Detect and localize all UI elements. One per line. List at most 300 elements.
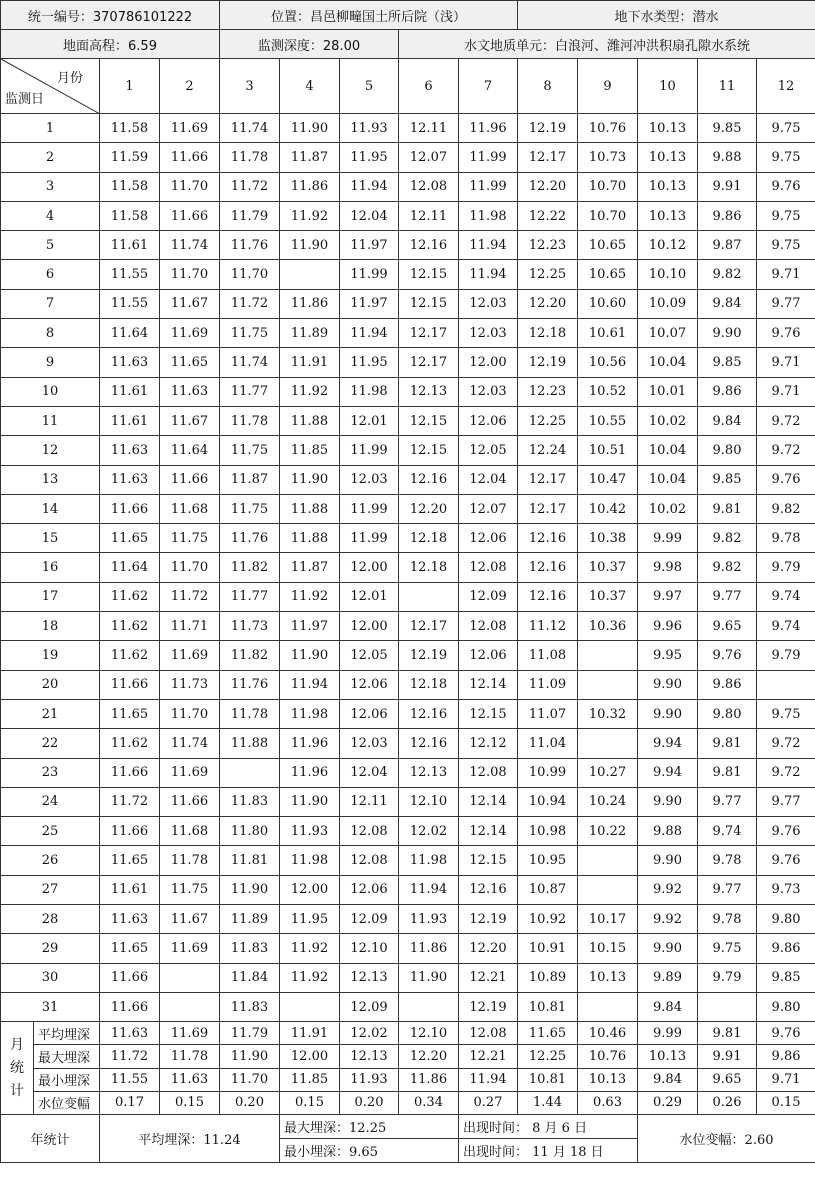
depth-cell: 10.36 bbox=[578, 612, 638, 641]
depth-cell: 11.98 bbox=[280, 699, 340, 728]
depth-cell: 10.42 bbox=[578, 494, 638, 523]
depth-cell: 9.77 bbox=[698, 875, 757, 904]
depth-cell: 11.61 bbox=[100, 231, 160, 260]
depth-cell: 12.14 bbox=[459, 787, 518, 816]
depth-cell: 11.89 bbox=[220, 905, 280, 934]
depth-cell: 12.20 bbox=[518, 172, 578, 201]
depth-cell: 12.07 bbox=[459, 494, 518, 523]
depth-cell: 12.00 bbox=[340, 612, 399, 641]
depth-cell: 12.09 bbox=[340, 905, 399, 934]
depth-cell: 12.15 bbox=[459, 699, 518, 728]
depth-cell: 12.04 bbox=[340, 758, 399, 787]
ground-elevation: 地面高程：6.59 bbox=[1, 30, 220, 59]
depth-cell: 12.08 bbox=[459, 553, 518, 582]
depth-cell: 9.71 bbox=[757, 260, 815, 289]
depth-cell: 11.04 bbox=[518, 729, 578, 758]
month-header: 2 bbox=[160, 59, 220, 114]
depth-cell: 11.90 bbox=[280, 114, 340, 143]
depth-cell: 10.87 bbox=[518, 875, 578, 904]
depth-cell: 9.90 bbox=[638, 699, 698, 728]
depth-cell: 11.68 bbox=[160, 817, 220, 846]
depth-cell: 11.76 bbox=[220, 670, 280, 699]
stat-value: 0.17 bbox=[100, 1091, 160, 1114]
stat-value: 12.13 bbox=[340, 1045, 399, 1068]
day-cell: 3 bbox=[1, 172, 100, 201]
depth-cell: 12.19 bbox=[399, 641, 459, 670]
depth-cell: 9.76 bbox=[757, 465, 815, 494]
depth-cell: 12.01 bbox=[340, 406, 399, 435]
depth-cell: 11.87 bbox=[280, 553, 340, 582]
depth-cell: 9.74 bbox=[757, 582, 815, 611]
depth-cell: 9.76 bbox=[757, 172, 815, 201]
depth-cell: 11.78 bbox=[220, 406, 280, 435]
depth-cell: 12.21 bbox=[459, 963, 518, 992]
month-header-row bbox=[1, 59, 815, 114]
depth-cell: 11.66 bbox=[100, 817, 160, 846]
depth-cell: 11.99 bbox=[459, 172, 518, 201]
depth-cell: 11.84 bbox=[220, 963, 280, 992]
depth-cell: 11.66 bbox=[160, 201, 220, 230]
depth-cell: 11.90 bbox=[280, 465, 340, 494]
depth-cell: 12.06 bbox=[340, 670, 399, 699]
depth-cell: 9.77 bbox=[698, 787, 757, 816]
depth-cell bbox=[698, 992, 757, 1021]
depth-cell: 12.11 bbox=[340, 787, 399, 816]
table-row bbox=[1, 348, 815, 377]
depth-cell: 12.09 bbox=[459, 582, 518, 611]
day-cell: 28 bbox=[1, 905, 100, 934]
depth-cell: 12.05 bbox=[340, 641, 399, 670]
day-cell: 18 bbox=[1, 612, 100, 641]
depth-cell: 11.62 bbox=[100, 582, 160, 611]
depth-cell: 10.37 bbox=[578, 582, 638, 611]
depth-cell: 12.06 bbox=[340, 699, 399, 728]
depth-cell: 10.56 bbox=[578, 348, 638, 377]
stat-value: 12.02 bbox=[340, 1022, 399, 1045]
depth-cell: 11.94 bbox=[459, 260, 518, 289]
stat-name: 平均埋深 bbox=[34, 1022, 100, 1045]
groundwater-type: 地下水类型：潜水 bbox=[518, 1, 815, 30]
yearly-stat-label: 年统计 bbox=[1, 1114, 100, 1162]
depth-cell: 11.86 bbox=[399, 934, 459, 963]
depth-cell: 12.17 bbox=[399, 319, 459, 348]
depth-cell: 11.64 bbox=[100, 319, 160, 348]
depth-cell: 10.70 bbox=[578, 201, 638, 230]
depth-cell: 12.25 bbox=[518, 260, 578, 289]
depth-cell: 11.63 bbox=[160, 377, 220, 406]
depth-cell: 9.78 bbox=[757, 524, 815, 553]
depth-cell: 12.07 bbox=[399, 143, 459, 172]
depth-cell: 11.87 bbox=[280, 143, 340, 172]
depth-cell: 10.01 bbox=[638, 377, 698, 406]
depth-cell: 9.71 bbox=[757, 348, 815, 377]
depth-cell: 11.12 bbox=[518, 612, 578, 641]
depth-cell: 11.77 bbox=[220, 377, 280, 406]
depth-cell: 12.23 bbox=[518, 377, 578, 406]
depth-cell: 9.85 bbox=[698, 348, 757, 377]
depth-cell: 10.65 bbox=[578, 231, 638, 260]
depth-cell: 11.09 bbox=[518, 670, 578, 699]
depth-cell: 12.00 bbox=[280, 875, 340, 904]
depth-cell: 9.80 bbox=[698, 699, 757, 728]
depth-cell: 12.06 bbox=[340, 875, 399, 904]
depth-cell: 12.06 bbox=[459, 524, 518, 553]
depth-cell: 11.99 bbox=[340, 260, 399, 289]
depth-cell: 11.70 bbox=[160, 172, 220, 201]
day-cell: 10 bbox=[1, 377, 100, 406]
depth-cell: 11.55 bbox=[100, 289, 160, 318]
yearly-max-time: 出现时间： 8 月 6 日 bbox=[459, 1114, 638, 1138]
table-row bbox=[1, 377, 815, 406]
depth-cell: 9.73 bbox=[757, 875, 815, 904]
stat-value: 1.44 bbox=[518, 1091, 578, 1114]
stat-value: 0.15 bbox=[280, 1091, 340, 1114]
depth-cell: 12.15 bbox=[459, 846, 518, 875]
depth-cell: 9.80 bbox=[757, 992, 815, 1021]
depth-cell: 10.04 bbox=[638, 465, 698, 494]
depth-cell: 10.04 bbox=[638, 348, 698, 377]
depth-cell: 11.69 bbox=[160, 758, 220, 787]
depth-cell: 11.87 bbox=[220, 465, 280, 494]
depth-cell: 9.78 bbox=[698, 846, 757, 875]
table-row bbox=[1, 641, 815, 670]
stat-value: 11.90 bbox=[220, 1045, 280, 1068]
depth-cell: 10.51 bbox=[578, 436, 638, 465]
depth-cell: 10.04 bbox=[638, 436, 698, 465]
depth-cell: 9.72 bbox=[757, 729, 815, 758]
depth-cell: 12.24 bbox=[518, 436, 578, 465]
depth-cell: 11.83 bbox=[220, 992, 280, 1021]
depth-cell: 11.72 bbox=[220, 172, 280, 201]
depth-cell: 12.16 bbox=[518, 524, 578, 553]
table-row bbox=[1, 963, 815, 992]
depth-cell: 9.81 bbox=[698, 729, 757, 758]
depth-cell: 11.77 bbox=[220, 582, 280, 611]
depth-cell: 9.99 bbox=[638, 524, 698, 553]
depth-cell: 11.66 bbox=[100, 963, 160, 992]
depth-cell: 11.76 bbox=[220, 524, 280, 553]
depth-cell: 11.74 bbox=[160, 729, 220, 758]
stat-value: 12.20 bbox=[399, 1045, 459, 1068]
depth-cell: 11.93 bbox=[399, 905, 459, 934]
depth-cell: 11.99 bbox=[459, 143, 518, 172]
depth-cell: 12.19 bbox=[518, 348, 578, 377]
depth-cell: 11.94 bbox=[280, 670, 340, 699]
depth-cell: 11.69 bbox=[160, 319, 220, 348]
depth-cell: 10.47 bbox=[578, 465, 638, 494]
station-code: 统一编号：370786101222 bbox=[1, 1, 220, 30]
day-cell: 25 bbox=[1, 817, 100, 846]
depth-cell: 11.58 bbox=[100, 114, 160, 143]
depth-cell: 12.06 bbox=[459, 641, 518, 670]
depth-cell: 11.66 bbox=[160, 143, 220, 172]
depth-cell: 9.84 bbox=[698, 289, 757, 318]
table-row bbox=[1, 817, 815, 846]
month-header: 4 bbox=[280, 59, 340, 114]
depth-cell: 12.18 bbox=[518, 319, 578, 348]
yearly-min-depth: 最小埋深：9.65 bbox=[280, 1138, 459, 1162]
depth-cell bbox=[220, 758, 280, 787]
depth-cell: 11.70 bbox=[160, 699, 220, 728]
stat-value: 12.21 bbox=[459, 1045, 518, 1068]
depth-cell: 11.79 bbox=[220, 201, 280, 230]
stat-value: 11.79 bbox=[220, 1022, 280, 1045]
depth-cell: 11.95 bbox=[280, 905, 340, 934]
month-header: 9 bbox=[578, 59, 638, 114]
stat-name: 水位变幅 bbox=[34, 1091, 100, 1114]
depth-cell: 11.89 bbox=[280, 319, 340, 348]
depth-cell: 9.77 bbox=[757, 289, 815, 318]
depth-cell: 12.04 bbox=[340, 201, 399, 230]
depth-cell: 9.85 bbox=[757, 963, 815, 992]
day-cell: 14 bbox=[1, 494, 100, 523]
day-cell: 27 bbox=[1, 875, 100, 904]
stat-value: 10.46 bbox=[578, 1022, 638, 1045]
depth-cell: 10.17 bbox=[578, 905, 638, 934]
depth-cell: 10.81 bbox=[518, 992, 578, 1021]
depth-cell bbox=[578, 641, 638, 670]
depth-cell bbox=[160, 992, 220, 1021]
day-cell: 20 bbox=[1, 670, 100, 699]
day-cell: 17 bbox=[1, 582, 100, 611]
depth-cell: 11.93 bbox=[340, 114, 399, 143]
depth-cell: 12.13 bbox=[399, 377, 459, 406]
day-cell: 12 bbox=[1, 436, 100, 465]
depth-cell: 11.78 bbox=[220, 699, 280, 728]
depth-cell: 9.94 bbox=[638, 729, 698, 758]
depth-cell: 9.76 bbox=[698, 641, 757, 670]
depth-cell: 9.72 bbox=[757, 406, 815, 435]
depth-cell: 12.03 bbox=[340, 729, 399, 758]
depth-cell: 9.85 bbox=[698, 114, 757, 143]
depth-cell: 11.70 bbox=[160, 260, 220, 289]
depth-cell: 11.59 bbox=[100, 143, 160, 172]
table-row bbox=[1, 114, 815, 143]
table-row bbox=[1, 231, 815, 260]
depth-cell: 11.64 bbox=[100, 553, 160, 582]
depth-cell: 12.18 bbox=[399, 524, 459, 553]
stat-value: 11.65 bbox=[518, 1022, 578, 1045]
depth-cell: 11.82 bbox=[220, 641, 280, 670]
table-row bbox=[1, 494, 815, 523]
depth-cell: 11.65 bbox=[100, 934, 160, 963]
depth-cell: 11.90 bbox=[399, 963, 459, 992]
stat-value: 0.63 bbox=[578, 1091, 638, 1114]
depth-cell: 11.68 bbox=[160, 494, 220, 523]
depth-cell: 10.61 bbox=[578, 319, 638, 348]
depth-cell: 12.19 bbox=[459, 992, 518, 1021]
depth-cell: 11.65 bbox=[100, 699, 160, 728]
depth-cell: 10.13 bbox=[638, 172, 698, 201]
day-cell: 19 bbox=[1, 641, 100, 670]
depth-cell: 11.88 bbox=[280, 524, 340, 553]
depth-cell: 12.17 bbox=[518, 465, 578, 494]
depth-cell: 10.27 bbox=[578, 758, 638, 787]
depth-cell: 9.97 bbox=[638, 582, 698, 611]
table-row bbox=[1, 612, 815, 641]
depth-cell: 12.08 bbox=[459, 612, 518, 641]
depth-cell: 9.80 bbox=[698, 436, 757, 465]
depth-cell: 12.13 bbox=[340, 963, 399, 992]
info-row-2 bbox=[1, 30, 815, 59]
depth-cell: 12.16 bbox=[399, 729, 459, 758]
depth-cell: 11.75 bbox=[220, 494, 280, 523]
day-cell: 5 bbox=[1, 231, 100, 260]
depth-cell: 11.86 bbox=[280, 289, 340, 318]
depth-cell: 11.92 bbox=[280, 377, 340, 406]
depth-cell: 11.75 bbox=[160, 875, 220, 904]
monthly-stat-label bbox=[1, 1022, 34, 1115]
depth-cell: 9.76 bbox=[757, 846, 815, 875]
depth-cell: 12.17 bbox=[518, 494, 578, 523]
depth-cell: 9.75 bbox=[757, 143, 815, 172]
depth-cell: 11.69 bbox=[160, 641, 220, 670]
depth-cell: 10.70 bbox=[578, 172, 638, 201]
table-row bbox=[1, 260, 815, 289]
stat-value: 12.10 bbox=[399, 1022, 459, 1045]
depth-cell: 10.60 bbox=[578, 289, 638, 318]
table-row bbox=[1, 524, 815, 553]
depth-cell: 11.67 bbox=[160, 905, 220, 934]
depth-cell: 11.66 bbox=[100, 992, 160, 1021]
depth-cell: 11.82 bbox=[220, 553, 280, 582]
depth-cell: 9.82 bbox=[698, 524, 757, 553]
yearly-min-time: 出现时间： 11 月 18 日 bbox=[459, 1138, 638, 1162]
depth-cell: 11.90 bbox=[280, 641, 340, 670]
monthly-stat-label-text: 月统计 bbox=[10, 1036, 24, 1099]
depth-cell: 12.01 bbox=[340, 582, 399, 611]
depth-cell bbox=[578, 846, 638, 875]
depth-cell: 12.22 bbox=[518, 201, 578, 230]
depth-cell: 12.20 bbox=[518, 289, 578, 318]
depth-cell: 10.10 bbox=[638, 260, 698, 289]
depth-cell: 11.65 bbox=[160, 348, 220, 377]
depth-cell: 12.25 bbox=[518, 406, 578, 435]
depth-cell: 12.10 bbox=[340, 934, 399, 963]
stat-value: 10.81 bbox=[518, 1068, 578, 1091]
depth-cell: 11.96 bbox=[280, 758, 340, 787]
depth-cell: 12.08 bbox=[340, 817, 399, 846]
depth-cell: 9.98 bbox=[638, 553, 698, 582]
depth-cell: 12.11 bbox=[399, 201, 459, 230]
depth-cell: 12.15 bbox=[399, 260, 459, 289]
table-row bbox=[1, 787, 815, 816]
depth-cell: 11.63 bbox=[100, 436, 160, 465]
month-header: 6 bbox=[399, 59, 459, 114]
depth-cell: 12.10 bbox=[399, 787, 459, 816]
depth-cell: 10.76 bbox=[578, 114, 638, 143]
depth-cell: 10.95 bbox=[518, 846, 578, 875]
table-row bbox=[1, 875, 815, 904]
depth-cell: 9.84 bbox=[698, 406, 757, 435]
depth-cell: 10.52 bbox=[578, 377, 638, 406]
yearly-max-depth: 最大埋深：12.25 bbox=[280, 1114, 459, 1138]
depth-cell: 10.55 bbox=[578, 406, 638, 435]
depth-cell: 12.18 bbox=[399, 670, 459, 699]
day-cell: 22 bbox=[1, 729, 100, 758]
table-row bbox=[1, 992, 815, 1021]
stat-value: 0.20 bbox=[340, 1091, 399, 1114]
stat-value: 9.76 bbox=[757, 1022, 815, 1045]
depth-cell: 10.22 bbox=[578, 817, 638, 846]
depth-cell: 11.66 bbox=[100, 494, 160, 523]
depth-cell: 11.58 bbox=[100, 201, 160, 230]
depth-cell: 10.07 bbox=[638, 319, 698, 348]
monthly-stat-row bbox=[1, 1045, 815, 1068]
depth-cell: 11.92 bbox=[280, 201, 340, 230]
depth-cell: 9.79 bbox=[698, 963, 757, 992]
depth-cell: 12.03 bbox=[459, 319, 518, 348]
depth-cell: 9.86 bbox=[698, 377, 757, 406]
month-axis-label: 月份 bbox=[56, 71, 83, 86]
depth-cell: 11.88 bbox=[220, 729, 280, 758]
depth-cell: 11.97 bbox=[340, 289, 399, 318]
depth-cell: 11.67 bbox=[160, 406, 220, 435]
day-cell: 8 bbox=[1, 319, 100, 348]
yearly-stat-row bbox=[1, 1114, 815, 1138]
depth-cell: 11.63 bbox=[100, 905, 160, 934]
depth-cell: 12.04 bbox=[459, 465, 518, 494]
depth-cell bbox=[578, 729, 638, 758]
depth-cell: 12.16 bbox=[399, 231, 459, 260]
depth-cell: 11.75 bbox=[160, 524, 220, 553]
depth-cell: 9.94 bbox=[638, 758, 698, 787]
depth-cell: 10.65 bbox=[578, 260, 638, 289]
depth-cell: 12.09 bbox=[340, 992, 399, 1021]
depth-cell: 12.03 bbox=[459, 289, 518, 318]
depth-cell: 11.86 bbox=[280, 172, 340, 201]
depth-cell: 11.61 bbox=[100, 875, 160, 904]
depth-cell bbox=[280, 992, 340, 1021]
depth-cell: 12.08 bbox=[459, 758, 518, 787]
depth-cell: 9.92 bbox=[638, 875, 698, 904]
day-cell: 9 bbox=[1, 348, 100, 377]
day-cell: 11 bbox=[1, 406, 100, 435]
depth-cell: 12.13 bbox=[399, 758, 459, 787]
day-cell: 4 bbox=[1, 201, 100, 230]
depth-cell: 12.08 bbox=[399, 172, 459, 201]
depth-cell: 11.66 bbox=[160, 787, 220, 816]
table-row bbox=[1, 465, 815, 494]
depth-cell: 11.71 bbox=[160, 612, 220, 641]
stat-value: 11.55 bbox=[100, 1068, 160, 1091]
depth-cell: 10.15 bbox=[578, 934, 638, 963]
depth-cell: 10.91 bbox=[518, 934, 578, 963]
depth-cell: 9.76 bbox=[757, 319, 815, 348]
depth-cell: 12.00 bbox=[340, 553, 399, 582]
stat-value: 11.93 bbox=[340, 1068, 399, 1091]
depth-cell: 11.97 bbox=[280, 612, 340, 641]
monthly-stat-row bbox=[1, 1091, 815, 1114]
depth-cell: 11.73 bbox=[160, 670, 220, 699]
day-cell: 15 bbox=[1, 524, 100, 553]
depth-cell: 9.92 bbox=[638, 905, 698, 934]
table-row bbox=[1, 934, 815, 963]
depth-cell: 11.65 bbox=[100, 846, 160, 875]
stat-value: 11.85 bbox=[280, 1068, 340, 1091]
depth-cell: 12.02 bbox=[399, 817, 459, 846]
depth-cell: 11.96 bbox=[459, 114, 518, 143]
depth-cell: 11.85 bbox=[280, 436, 340, 465]
depth-cell: 12.12 bbox=[459, 729, 518, 758]
day-cell: 29 bbox=[1, 934, 100, 963]
depth-cell: 11.88 bbox=[280, 494, 340, 523]
depth-cell bbox=[578, 992, 638, 1021]
depth-cell: 11.67 bbox=[160, 289, 220, 318]
depth-cell: 10.12 bbox=[638, 231, 698, 260]
stat-value: 0.27 bbox=[459, 1091, 518, 1114]
stat-value: 11.91 bbox=[280, 1022, 340, 1045]
